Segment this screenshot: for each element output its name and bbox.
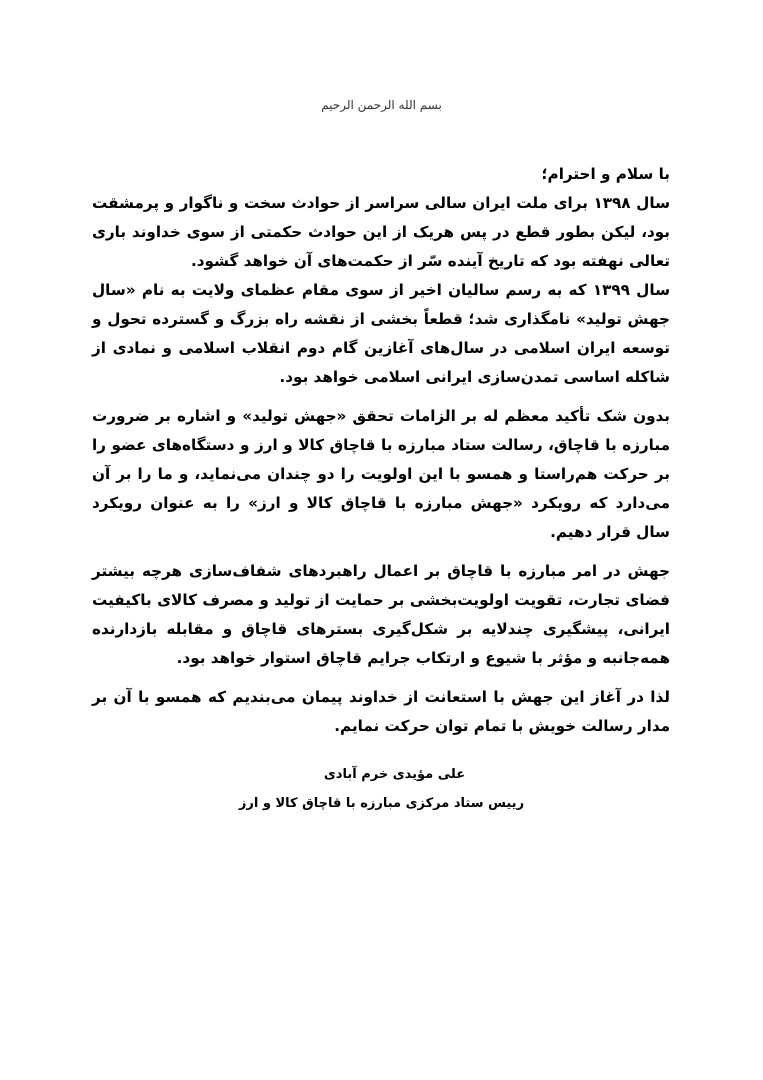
paragraph-production-leap: بدون شک تأکید معظم له بر الزامات تحقق «جهش تولید» و اشاره بر ضرورت مبارزه با قاچاق، رسالت ستاد مبارزه با قاچاق کالا و ارز و دستگاه‌های عضو را بر حرکت هم‌راستا و همسو با این اولویت را دو چندان می‌نماید، و ما را بر آن می‌دارد که رویکرد «جهش مبارزه با قاچاق کالا و ارز» را به عنوان رویکرد سال قرار دهیم. — [92, 407, 670, 541]
paragraph-pledge: لذا در آغاز این جهش با استعانت از خداوند پیمان می‌بندیم که همسو با آن بر مدار رسالت خویش با تمام توان حرکت نمایم. — [92, 688, 670, 735]
letter-body — [92, 160, 670, 741]
paragraph-1399-year: سال ۱۳۹۹ که به رسم سالیان اخیر از سوی مقام عظمای ولایت به نام «سال جهش تولید» نامگذاری شد؛ قطعاً بخشی از نقشه راه بزرگ و گسترده تحول و توسعه ایران اسلامی در سال‌های آغازین گام دوم انقلاب اسلامی و نمادی از شاکله اساسی تمدن‌سازی ایرانی اسلامی خواهد بود. — [92, 281, 671, 386]
basmala-header: بسم الله الرحمن الرحیم — [321, 98, 442, 112]
greeting: با سلام و احترام؛ — [541, 165, 670, 183]
paragraph-strategies: جهش در امر مبارزه با قاچاق بر اعمال راهبردهای شفاف‌سازی هرچه بیشتر فضای تجارت، تقویت اولویت‌بخشی بر حمایت از تولید و مصرف کالای باکیفیت ایرانی، پیشگیری چندلایه بر شکل‌گیری بسترهای قاچاق و مقابله بازدارنده همه‌جانبه و مؤثر با شیوع و ارتکاب جرایم قاچاق استوار خواهد بود. — [92, 562, 670, 667]
paragraph-1398-year: سال ۱۳۹۸ برای ملت ایران سالی سراسر از حوادث سخت و ناگوار و پرمشقت بود، لیکن بطور قطع در پس هریک از این حوادث حکمتی از سوی خداوند باری تعالی نهفته بود که تاریخ آینده سّر از حکمت‌های آن خواهد گشود. — [92, 194, 670, 270]
signatory-name: علی مؤیدی خرم آبادی — [323, 767, 466, 782]
signatory-title: رییس ستاد مرکزی مبارزه با قاچاق کالا و ارز — [238, 796, 525, 811]
signature-block — [0, 760, 763, 818]
